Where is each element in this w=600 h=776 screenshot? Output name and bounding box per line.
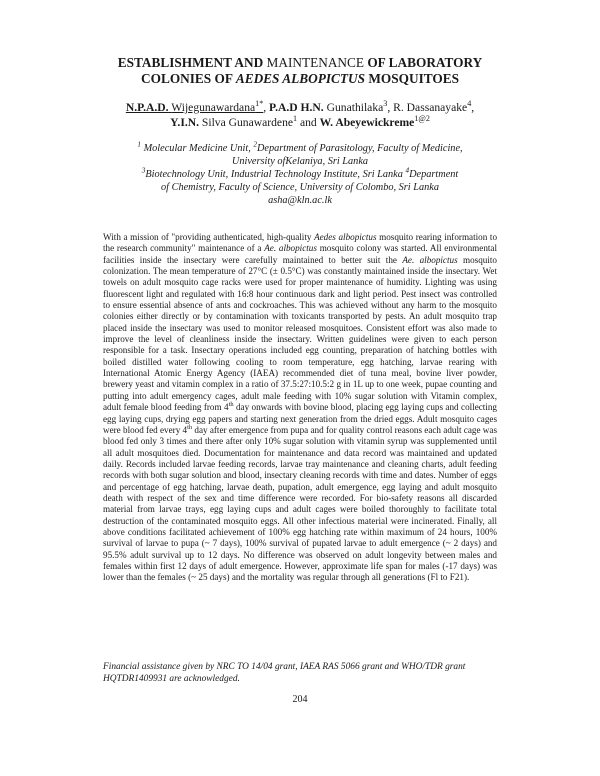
author-2-name: Gunathilaka [326, 101, 384, 114]
affil-4: Department [409, 169, 459, 180]
abstract-sup-2: th [187, 423, 193, 431]
abstract-text-3: mosquito colony was started. All environmental facilities inside the insectary were carefully maintained to better suit the [103, 243, 498, 265]
page-number: 204 [292, 694, 308, 705]
author-2-initials: P.A.D H.N. [269, 101, 324, 114]
acknowledgement: Financial assistance given by NRC TO 14/04 grant, IAEA RAS 5066 grant and WHO/TDR grant HQTDR1409931 are acknowledged. [103, 662, 466, 684]
title-part-1: ESTABLISHMENT AND [117, 55, 264, 70]
abstract-species-2: Ae. albopictus [264, 243, 317, 254]
affil-3: Biotechnology Unit, Industrial Technology Institute, Sri Lanka [145, 169, 403, 180]
affiliations [110, 142, 490, 207]
author-5-sup: 1@2 [414, 114, 430, 124]
title-part-4: COLONIES OF [141, 71, 233, 86]
affil-3-sup: 3 [141, 166, 146, 175]
title-part-3: OF LABORATORY [367, 55, 483, 70]
author-list: N.P.A.D. Wijegunawardana$^{1*}$, P.A.D H.N. Gunathilaka$^3$, R. Dassanayake$^4$, Y.I.N. Silva Gunawardene$^1$ and W. Abeyewickreme$^{1@2}$ [125, 99, 475, 129]
author-4-name: Silva Gunawardene [201, 116, 294, 129]
title-part-2: MAINTENANCE [266, 55, 365, 70]
abstract-species-1: Aedes albopictus [314, 232, 377, 242]
affil-2: Department of Parasitology, Faculty of Medicine, [256, 143, 463, 154]
author-and: and [299, 116, 317, 129]
paper-title [100, 55, 500, 87]
abstract-text-4: mosquito colonization. The mean temperature of 27°C (± 0.5°C) was constantly maintained inside the insectary. Wet towels on adult mosquito cage racks were used for proper maintenance of humidity. Lighting was using fluorescent light and regulated with 16:8 hour continuous dark and light period. Pest insect was controlled to ensure essential absence of ants and cockroaches. This was achieved without any harm to the mosquito colonies either directly or by contamination with toxicants transported by pests. An adult mosquito trap placed inside the insectary was used to monitor released mosquitoes. Consistent effort was also made to improve the level of cleanliness inside the insectary. Written guidelines were given to each person responsible for a task. Insectary operations included egg counting, preparation of hatching bottles with boiled distilled water following cooling to room temperature, egg hatching, larvae rearing with International Atomic Energy Agency (IAEA) recommended diet of tuna meal, bovine liver powder, brewery yeast and vitamin complex in a ratio of 37.5:27:10.5:2 g in 1L up to one week, pupae counting and putting into adult emergency cages, adult male feeding with 10% sugar solution with Vitamin complex, adult female blood feeding from 4 [103, 254, 497, 413]
author-4-initials: Y.I.N. [170, 116, 199, 129]
author-5-name: W. Abeyewickreme [319, 116, 415, 129]
author-1-initials: N.P.A.D. [125, 101, 169, 114]
contact-email[interactable]: asha@kln.ac.lk [268, 195, 332, 206]
abstract-text-2: mosquito rearing information to the research community" maintenance of a [103, 232, 498, 254]
affil-line-2: University ofKelaniya, Sri Lanka [231, 156, 369, 167]
affil-2-sup: 2 [253, 140, 257, 149]
abstract-text-1: With a mission of "providing authenticated, high-quality [103, 232, 312, 242]
title-part-6: MOSQUITOES [368, 71, 459, 86]
affil-1-sup: 1 [137, 140, 141, 149]
abstract-body [103, 232, 497, 584]
author-2-sup: 3 [383, 99, 388, 109]
abstract-sup-1: th [228, 401, 234, 409]
author-4-sup: 1 [293, 114, 298, 124]
abstract-text-6: day after emergence from pupa and for quality control reasons each adult cage was blood fed only 3 times and there after only 10% sugar solution with vitamin syrup was supplemented until all adult mosquitoes died. Documentation for maintenance and data record was maintained and updated daily. Records included larvae feeding records, larvae tray maintenance and cleaning charts, adult feeding records with both sugar solution and blood, insectary cleaning records with time and dates. Number of eggs and percentage of egg hatching, larvae death, pupation, adult emergence, egg laying and adult mosquito death with respect of the sex and time difference were recorded. For bio-safety reasons all discarded material from larvae trays, egg laying cups and adult cages were boiled thoroughly to facilitate total destruction of the contaminated mosquito eggs. All other infectious material were incinerated. Finally, all above conditions facilitated achievement of 100% egg hatching rate within maximum of 24 hours, 100% survival of larvae to pupa (~ 7 days), 100% survival of pupated larvae to adult emergence (~ 2 days) and 95.5% adult survival up to 12 days. No difference was observed on adult longevity between males and females within first 12 days of adult emergence. However, approximate life span for males (-17 days) was lower than the females (~ 25 days) and the mortality was regular through all generations (Fl to F21). [103, 424, 497, 583]
affil-4-sup: 4 [405, 166, 410, 175]
author-1-sup: 1* [255, 99, 264, 109]
affil-line-4: of Chemistry, Faculty of Science, University of Colombo, Sri Lanka [161, 182, 439, 193]
abstract-text-5: day onwards with bovine blood, placing egg laying cups and collecting egg laying cups, drying egg papers and starting next generation from the dried eggs. Adult mosquito cages were blood fed every 4 [103, 402, 497, 435]
abstract-species-3: Ae. albopictus [402, 254, 458, 265]
author-1-name: Wijegunawardana [171, 101, 256, 114]
author-3-sup: 4 [467, 99, 472, 109]
affil-1: Molecular Medicine Unit, [143, 143, 251, 154]
author-3-name: R. Dassanayake [393, 101, 468, 114]
title-species: AEDES ALBOPICTUS [235, 71, 366, 86]
